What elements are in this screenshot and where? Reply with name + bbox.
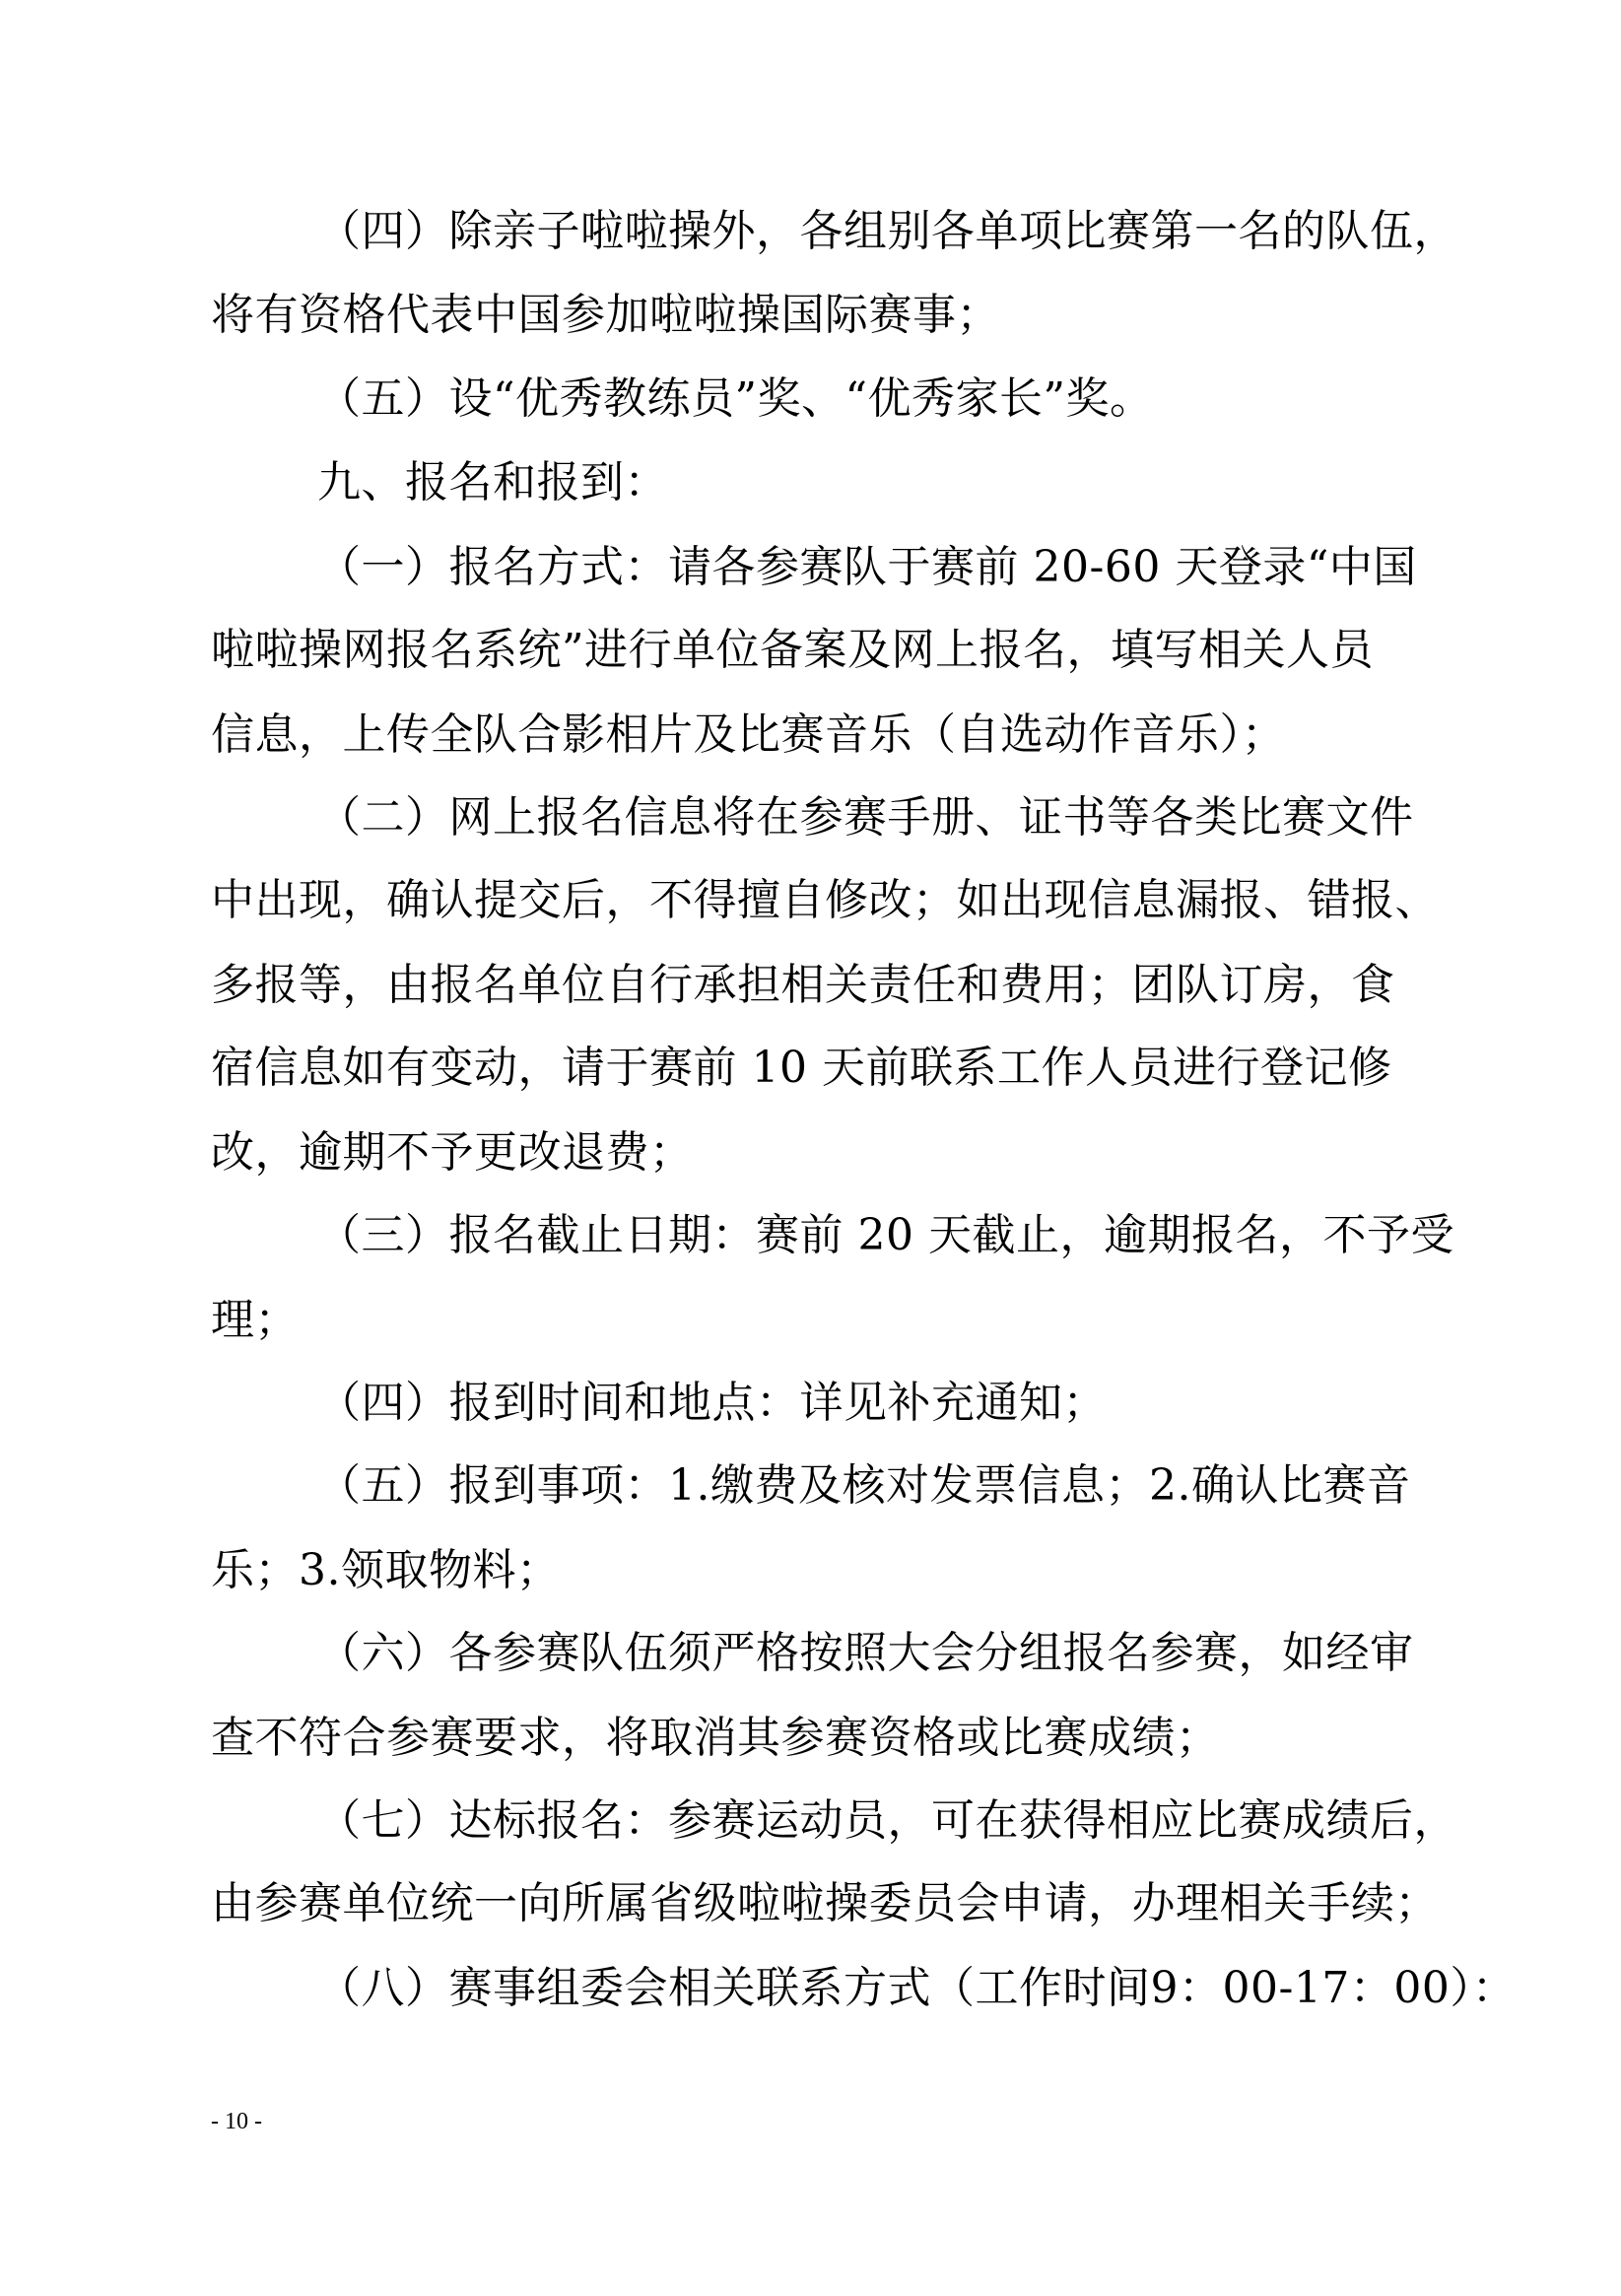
text-line: （四）报到时间和地点：详见补充通知； [317, 1378, 1107, 1428]
text-line: 中出现，确认提交后，不得擅自修改；如出现信息漏报、错报、 [211, 875, 1439, 925]
page-number: - 10 - [211, 2109, 262, 2134]
text-line: （二）网上报名信息将在参赛手册、证书等各类比赛文件 [317, 792, 1414, 843]
text-line: （八）赛事组委会相关联系方式（工作时间9：00-17：00）： [317, 1963, 1517, 2013]
text-line: 乐；3.领取物料； [211, 1545, 561, 1595]
text-line: 理； [211, 1295, 299, 1345]
text-line: （三）报名截止日期：赛前 20 天截止，逾期报名，不予受 [317, 1210, 1454, 1260]
text-line: 改，逾期不予更改退费； [211, 1127, 694, 1178]
text-line: 由参赛单位统一向所属省级啦啦操委员会申请，办理相关手续； [211, 1878, 1439, 1928]
text-line: 九、报名和报到： [317, 457, 668, 507]
text-line: （一）报名方式：请各参赛队于赛前 20-60 天登录“中国 [317, 542, 1417, 592]
text-line: 多报等，由报名单位自行承担相关责任和费用；团队订房，食 [211, 960, 1395, 1010]
text-line: （七）达标报名：参赛运动员，可在获得相应比赛成绩后， [317, 1795, 1457, 1846]
text-line: 啦啦操网报名系统”进行单位备案及网上报名，填写相关人员 [211, 625, 1374, 675]
text-line: 宿信息如有变动，请于赛前 10 天前联系工作人员进行登记修 [211, 1043, 1392, 1093]
text-line: 信息，上传全队合影相片及比赛音乐（自选动作音乐）； [211, 709, 1286, 760]
text-line: （五）设“优秀教练员”奖、“优秀家长”奖。 [317, 373, 1154, 424]
text-line: （五）报到事项：1.缴费及核对发票信息；2.确认比赛音 [317, 1460, 1411, 1511]
text-line: （四）除亲子啦啦操外，各组别各单项比赛第一名的队伍， [317, 206, 1457, 256]
text-line: 将有资格代表中国参加啦啦操国际赛事； [211, 290, 1000, 340]
text-line: 查不符合参赛要求，将取消其参赛资格或比赛成绩； [211, 1713, 1220, 1763]
text-line: （六）各参赛队伍须严格按照大会分组报名参赛，如经审 [317, 1628, 1414, 1678]
